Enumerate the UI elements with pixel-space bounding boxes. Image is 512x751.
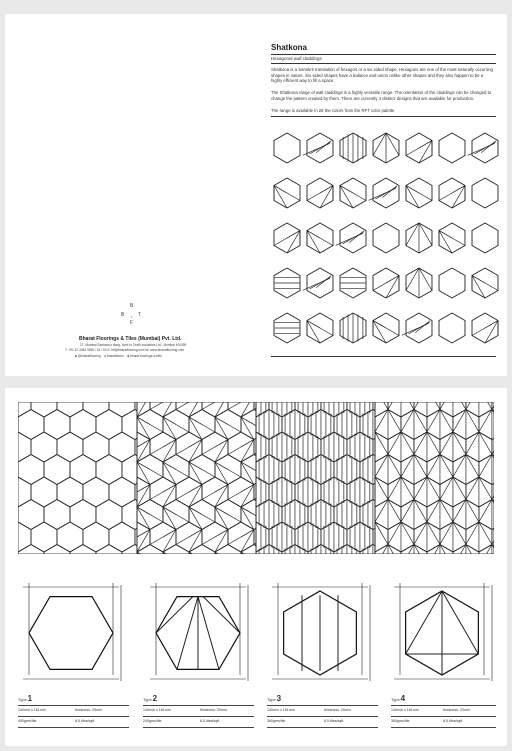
spec-rule (18, 716, 129, 717)
type-2-weight: 240gms/tile (143, 719, 162, 723)
technical-drawing-type-2 (150, 583, 248, 681)
tile-design-6 (439, 133, 465, 163)
logo-letter-b2: B (121, 312, 125, 318)
social-handle-3: bharat-floorings-a-tiles (130, 354, 162, 358)
type-4-label: Type4 (391, 694, 406, 703)
type-1-thickness: thickness: 25mm (75, 708, 102, 712)
subtitle-rule (271, 63, 496, 64)
tile-design-12 (406, 178, 432, 208)
intro-paragraph: Shatkona is a Sanskrit translation of hexagon or a six sided shape. Hexagons are one of the most naturally occurring shapes in nature. Six sided shapes have a balance and union unlike other shapes and they also happen to be a highly efficient way to fill a space. (271, 67, 493, 84)
tile-design-27 (439, 268, 465, 298)
social-handle-2: bharatfloors (106, 354, 124, 358)
spec-rule (267, 716, 378, 717)
type-3-coverage: 8.5 tiles/sqft. (324, 719, 345, 723)
tile-design-4 (373, 133, 399, 163)
tile-design-34 (439, 313, 465, 343)
company-socials (75, 354, 162, 358)
tile-design-19 (406, 223, 432, 253)
company-contact: T: +91 22 4063 9650 / 51 / 53 E: bft@bharatflooring.com W: www.bharatflooring.com (65, 348, 185, 352)
logo-letter-f: F (130, 320, 134, 326)
tile-design-5 (406, 133, 432, 163)
type-3-size: 140mm x 161mm (267, 708, 295, 712)
type-4-size: 140mm x 161mm (391, 708, 419, 712)
tile-design-30 (307, 313, 333, 343)
spec-rule (18, 705, 129, 706)
type-2-thickness: thickness: 20mm (200, 708, 227, 712)
spec-rule (391, 716, 496, 717)
tile-design-20 (439, 223, 465, 253)
tile-design-18 (373, 223, 399, 253)
type-1-weight: 400gms/tile (18, 719, 37, 723)
tile-design-1 (274, 133, 300, 163)
social-icon: ● (104, 354, 107, 358)
page-subtitle: Hexagonal wall claddings (271, 56, 322, 61)
type-3-weight: 360gms/tile (267, 719, 286, 723)
tile-design-24 (340, 268, 366, 298)
tile-design-17 (336, 223, 366, 253)
tile-design-23 (303, 268, 333, 298)
tile-design-22 (274, 268, 300, 298)
tile-design-7 (468, 133, 498, 163)
tile-design-9 (307, 178, 333, 208)
tile-design-28 (472, 268, 498, 298)
technical-drawing-type-1 (23, 583, 121, 681)
spec-rule (18, 727, 129, 728)
pattern-panels (18, 402, 494, 554)
tile-design-25 (373, 268, 399, 298)
title-rule (271, 54, 496, 55)
type-3-thickness: thickness: 20mm (324, 708, 351, 712)
tile-design-32 (373, 313, 399, 343)
logo-letter-t: T (138, 312, 142, 318)
technical-drawing-type-3 (272, 583, 370, 681)
spec-rule (143, 727, 254, 728)
tile-design-8 (274, 178, 300, 208)
type-1-label: Type1 (18, 694, 33, 703)
brochure-page-top (5, 14, 507, 376)
type-4-thickness: thickness: 20mm (443, 708, 470, 712)
technical-drawings (5, 578, 507, 688)
type-1-coverage: 8.5 tiles/sqft. (75, 719, 96, 723)
social-handle-1: @bharatflooring (77, 354, 101, 358)
spec-rule (143, 716, 254, 717)
type-2-size: 140mm x 161mm (143, 708, 171, 712)
page-title: Shatkona (271, 43, 308, 52)
tile-design-14 (472, 178, 498, 208)
tile-design-21 (472, 223, 498, 253)
tile-design-33 (402, 313, 432, 343)
tile-design-15 (274, 223, 300, 253)
grid-bottom-rule (271, 356, 496, 357)
spec-rule (391, 705, 496, 706)
company-logo (121, 303, 143, 329)
pattern-panel-2 (98, 402, 319, 554)
tile-design-35 (472, 313, 498, 343)
type-2-coverage: 8.5 tiles/sqft. (200, 719, 221, 723)
tile-design-3 (340, 133, 366, 163)
company-name: Bharat Floorings & Tiles (Mumbai) Pvt. Ltd. (79, 336, 182, 342)
tile-design-grid (265, 124, 505, 352)
spec-rule (143, 705, 254, 706)
logo-dot: • (131, 314, 133, 319)
type-1-size: 140mm x 161mm (18, 708, 46, 712)
tile-design-29 (274, 313, 300, 343)
tile-design-13 (439, 178, 465, 208)
logo-letter-b: B (130, 303, 134, 309)
tile-design-16 (307, 223, 333, 253)
tile-design-11 (369, 178, 399, 208)
type-4-weight: 360gms/tile (391, 719, 410, 723)
tile-design-10 (340, 178, 366, 208)
social-icon: ■ (75, 354, 77, 358)
spec-rule (267, 705, 378, 706)
tile-design-26 (406, 268, 432, 298)
tile-design-31 (340, 313, 366, 343)
type-3-label: Type3 (267, 694, 282, 703)
spec-rule (391, 727, 496, 728)
colors-paragraph: The range is available in 26 the colors from the RFT color palette (271, 108, 395, 113)
company-address: 27, Mumbai Santacruz Marg, Next to Tirath Industries Ltd., Mumbai 400059 (80, 343, 187, 347)
type-2-label: Type2 (143, 694, 158, 703)
technical-drawing-type-4 (394, 583, 492, 681)
social-icon: ■ (127, 354, 130, 358)
spec-rule (267, 727, 378, 728)
type-4-coverage: 8.5 tiles/sqft. (443, 719, 464, 723)
brochure-page-bottom (5, 388, 507, 746)
range-paragraph: The Shatkona range of wall claddings is a highly versatile range. The orientation of the claddings can be changed to change the pattern created by them. There are currently 4 distinct designs that are available for production. (271, 90, 492, 101)
text-end-rule (271, 116, 496, 117)
tile-design-2 (303, 133, 333, 163)
